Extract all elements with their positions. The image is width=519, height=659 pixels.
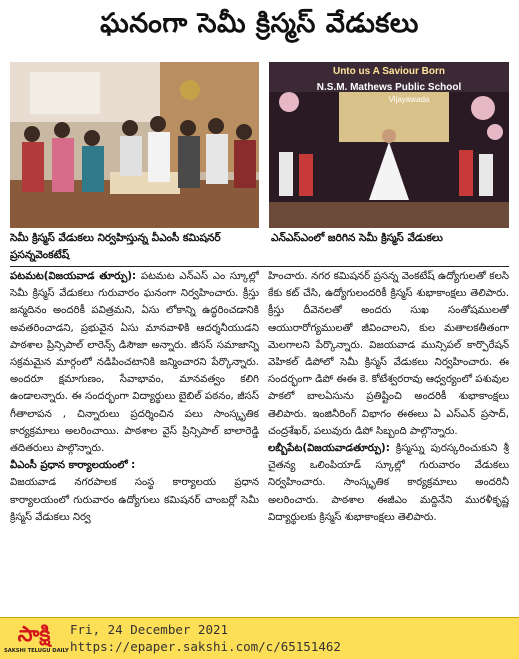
dateline-2: లబ్బీపేట(విజయవాడతూర్పు): bbox=[268, 443, 390, 455]
right-photo-banner-line1: Unto us A Saviour Born bbox=[332, 66, 446, 77]
right-photo-caption: ఎన్ఎస్ఎంలో జరిగిన సెమీ క్రిస్మస్ వేడుకలు bbox=[271, 232, 443, 244]
left-photo bbox=[10, 62, 259, 228]
headline: ఘనంగా సెమీ క్రిస్మస్ వేడుకలు bbox=[100, 8, 419, 39]
subhead: వీఎంసీ ప్రధాన కార్యాలయంలో : bbox=[10, 460, 136, 472]
edition-date: Fri, 24 December 2021 bbox=[70, 622, 229, 637]
left-photo-caption: సెమీ క్రిస్మస్ వేడుకలు నిర్వహిస్తున్న వీఎంసీ కమిషనర్ ప్రసన్నవెంకటేష్ bbox=[10, 232, 221, 261]
logo-subtext: SAKSHI TELUGU DAILY bbox=[4, 648, 69, 654]
right-photo bbox=[269, 62, 509, 228]
right-photo-banner-line3: Vijayawada bbox=[388, 95, 430, 104]
left-column bbox=[10, 268, 259, 614]
dateline: పటమట(విజయవాడ తూర్పు): bbox=[10, 271, 137, 282]
epaper-url[interactable]: https://epaper.sakshi.com/c/65151462 bbox=[70, 639, 341, 654]
divider bbox=[10, 266, 509, 267]
sakshi-logo bbox=[4, 621, 69, 656]
left-paragraph-2: విజయవాడ నగరపాలక సంస్థ కార్యాలయ ప్రధాన కార్యాలయంలో గురువారం ఉద్యోగులు కమిషనర్ చాంబర్లో సెమీ క్రిస్మస్ వేడుకలు నిర్వ bbox=[10, 477, 259, 523]
right-photo-banner-line2: N.S.M. Mathews Public School bbox=[316, 82, 462, 93]
right-column bbox=[268, 268, 509, 614]
right-paragraph-1: హించారు. నగర కమిషనర్ ప్రసన్న వెంకటేష్ ఉద్యోగులతో కలసి కేకు కట్ చేసి, ఉద్యోగులందరికీ క్రిస్మస్ శుభాకాంక్షలు తెలిపారు. క్రీస్తు దీవెనలతో అందరు సుఖ సంతోషములతో ఆయురారోగ్యములతో జీవించాలని, కుల మతాలకతీతంగా మెలగాలని పేర్కొన్నారు. విజయవాడ మున్సిపల్ కార్పొరేషన్ వెహికల్ డిపోలో సెమీ క్రిస్మస్ వేడుకలు నిర్వహించారు. ఈ సందర్భంగా డిపో ఈఈ కె. కోటేశ్వరరావు ఆధ్వర్యంలో పశువుల పాకలో బాలఏసును ప్రతిష్టించి అందరికీ శుభాకాంక్షలు తెలిపారు. ఇంజినీరింగ్ విభాగం ఈఈలు ఏ ఎస్ఎన్ ప్రసాద్, చంద్రశేఖర్, పలువురు డిపో సిబ్బంది పాల్గొన్నారు. bbox=[268, 271, 509, 437]
right-paragraph-2: లబ్బీపేట(విజయవాడతూర్పు): క్రిస్మస్ను పురస్కరించుకుని శ్రీ చైతన్య ఒలింపియాడ్ స్కూల్లో గురువారం వేడుకలు నిర్వహించారు. సాంస్కృతిక కార్యక్రమాలు అందరినీ అలరించారు. పాఠశాల ఈజీఎం మద్దినేని మురళీకృష్ణ విద్యార్థులకు క్రిస్మస్ శుభాకాంక్షలు తెలిపారు. bbox=[268, 443, 509, 523]
footer-bar bbox=[0, 617, 519, 659]
logo-text: సాక్షి bbox=[17, 622, 51, 646]
footer-meta bbox=[70, 621, 341, 655]
left-paragraph-1: పటమట(విజయవాడ తూర్పు): పటమట ఎన్ఎస్ ఎం స్కూల్లో సెమీ క్రిస్మస్ వేడుకలు గురువారం ఘనంగా నిర్వహించారు. క్రీస్తు జన్మదినం అందరికీ పవిత్రమని, ఏసు లోకాన్ని ఉద్ధరించడానికి అవతరించాడని, ప్రభువైన ఏసు మానవాళికి ఆదర్శనీయుడని పాఠశాల ప్రిన్సిపాల్ లారెన్స్ డిసౌజా అన్నారు. జీసస్ సమాజాన్ని సక్రమమైన మార్గంలో నడిపించటానికి జన్మించారని పేర్కొన్నారు. అందరూ క్షమాగుణం, సేవాభావం, మానవత్వం కలిగి ఉండాలన్నారు. ఈ సందర్భంగా విద్యార్థులు బైబిల్ పఠనం, జీసస్ గీతాలాపన , చిన్నారులు ప్రదర్శించిన పలు సాంస్కృతిక కార్యక్రమాలు అలరించాయి. పాఠశాల వైస్ ప్రిన్సిపాల్ బాలారెడ్డి తదితరులు పాల్గొన్నారు. bbox=[10, 271, 259, 455]
